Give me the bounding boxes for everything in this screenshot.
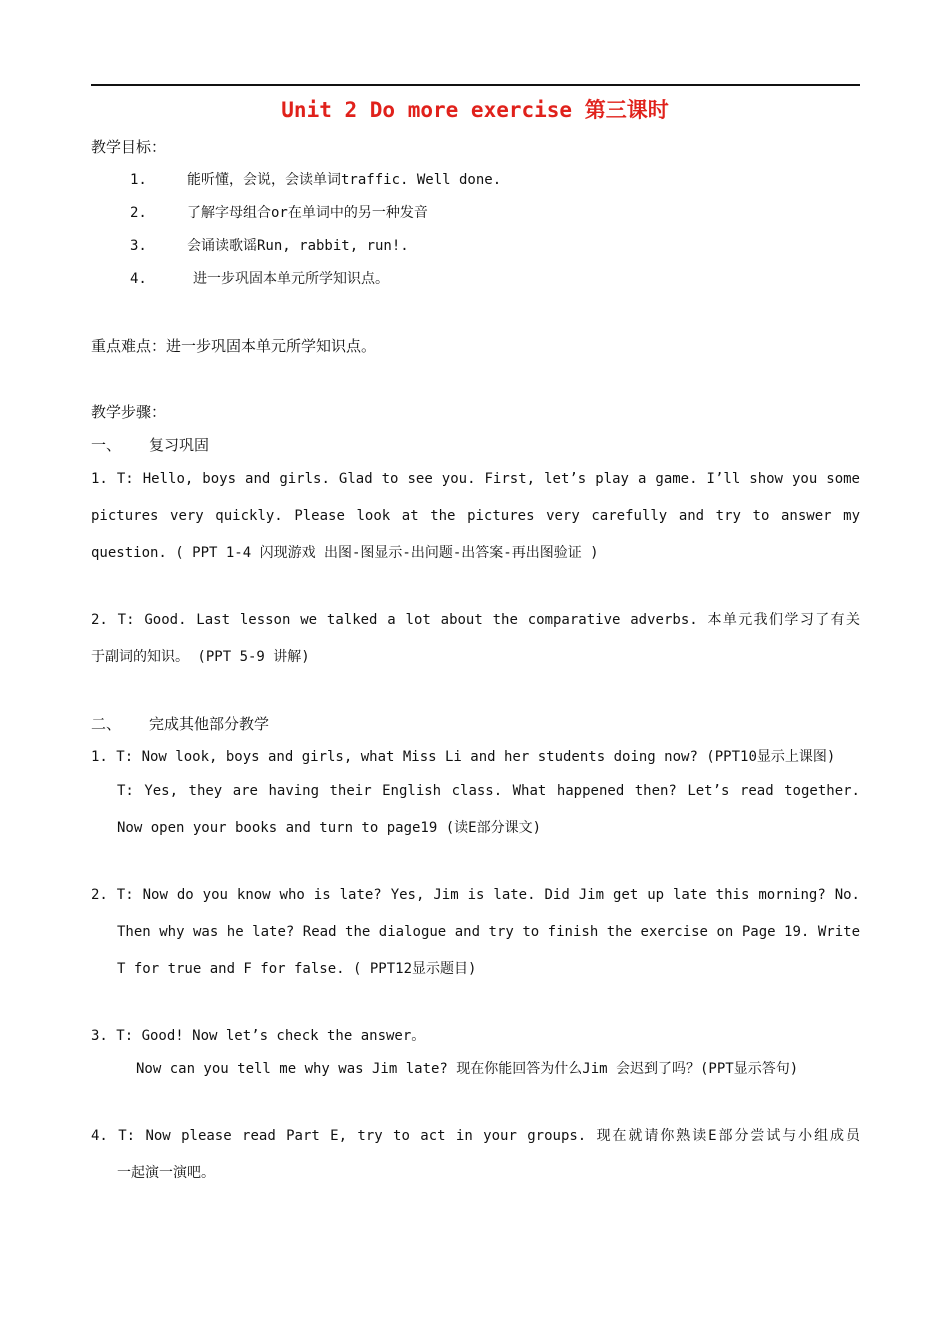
objective-4-number: 4. [130,271,147,287]
objective-2-number: 2. [130,205,147,221]
section-1-number: 一、 [91,436,122,454]
section-1-p1-line-2: pictures very quickly. Please look at the pictures very carefully and try to answer my [91,508,860,524]
objective-4-text: 进一步巩固本单元所学知识点。 [193,271,389,287]
key-points: 重点难点：进一步巩固本单元所学知识点。 [91,337,377,355]
section-2-p2-line-3: T for true and F for false. ( PPT12显示题目) [117,961,477,977]
section-1-p1-line-3: question. ( PPT 1-4 闪现游戏 出图-图显示-出问题-出答案-再出图验证 ) [91,545,599,561]
section-2-p2-line-1: 2. T: Now do you know who is late? Yes, Jim is late. Did Jim get up late this morning? No. [91,887,860,903]
objective-1-text: 能听懂，会说，会读单词traffic. Well done. [187,172,502,188]
section-1-p1-line-1: 1. T: Hello, boys and girls. Glad to see you. First, let’s play a game. I’ll show you some [91,471,860,487]
section-2-p2-line-2: Then why was he late? Read the dialogue and try to finish the exercise on Page 19. Write [117,924,860,940]
section-1-title: 复习巩固 [149,436,210,454]
section-2-p1-line-2: T: Yes, they are having their English class. What happened then? Let’s read together. [117,783,860,799]
section-2-number: 二、 [91,715,122,733]
objective-2-text: 了解字母组合or在单词中的另一种发音 [187,205,428,221]
section-2-p4-line-1: 4. T: Now please read Part E, try to act in your groups. 现在就请你熟读E部分尝试与小组成员 [91,1128,860,1144]
objective-1-number: 1. [130,172,147,188]
section-2-p3-line-2: Now can you tell me why was Jim late? 现在你能回答为什么Jim 会迟到了吗？(PPT显示答句) [136,1061,799,1077]
steps-heading: 教学步骤： [91,403,167,421]
objectives-heading: 教学目标： [91,138,167,156]
objective-3-text: 会诵读歌谣Run, rabbit, run!. [187,238,409,254]
section-2-p1-line-3: Now open your books and turn to page19 (读E部分课文) [117,820,542,836]
section-2-title: 完成其他部分教学 [149,715,270,733]
section-1-p2-line-2: 于副词的知识。 (PPT 5-9 讲解) [91,649,310,665]
section-2-p3-line-1: 3. T: Good! Now let’s check the answer。 [91,1028,426,1044]
page-title: Unit 2 Do more exercise 第三课时 [281,98,669,122]
section-1-p2-line-1: 2. T: Good. Last lesson we talked a lot about the comparative adverbs. 本单元我们学习了有关 [91,612,860,628]
section-2-p4-line-2: 一起演一演吧。 [117,1165,215,1181]
header-rule [91,84,860,86]
objective-3-number: 3. [130,238,147,254]
section-2-p1-line-1: 1. T: Now look, boys and girls, what Miss Li and her students doing now? (PPT10显示上课图) [91,749,836,765]
